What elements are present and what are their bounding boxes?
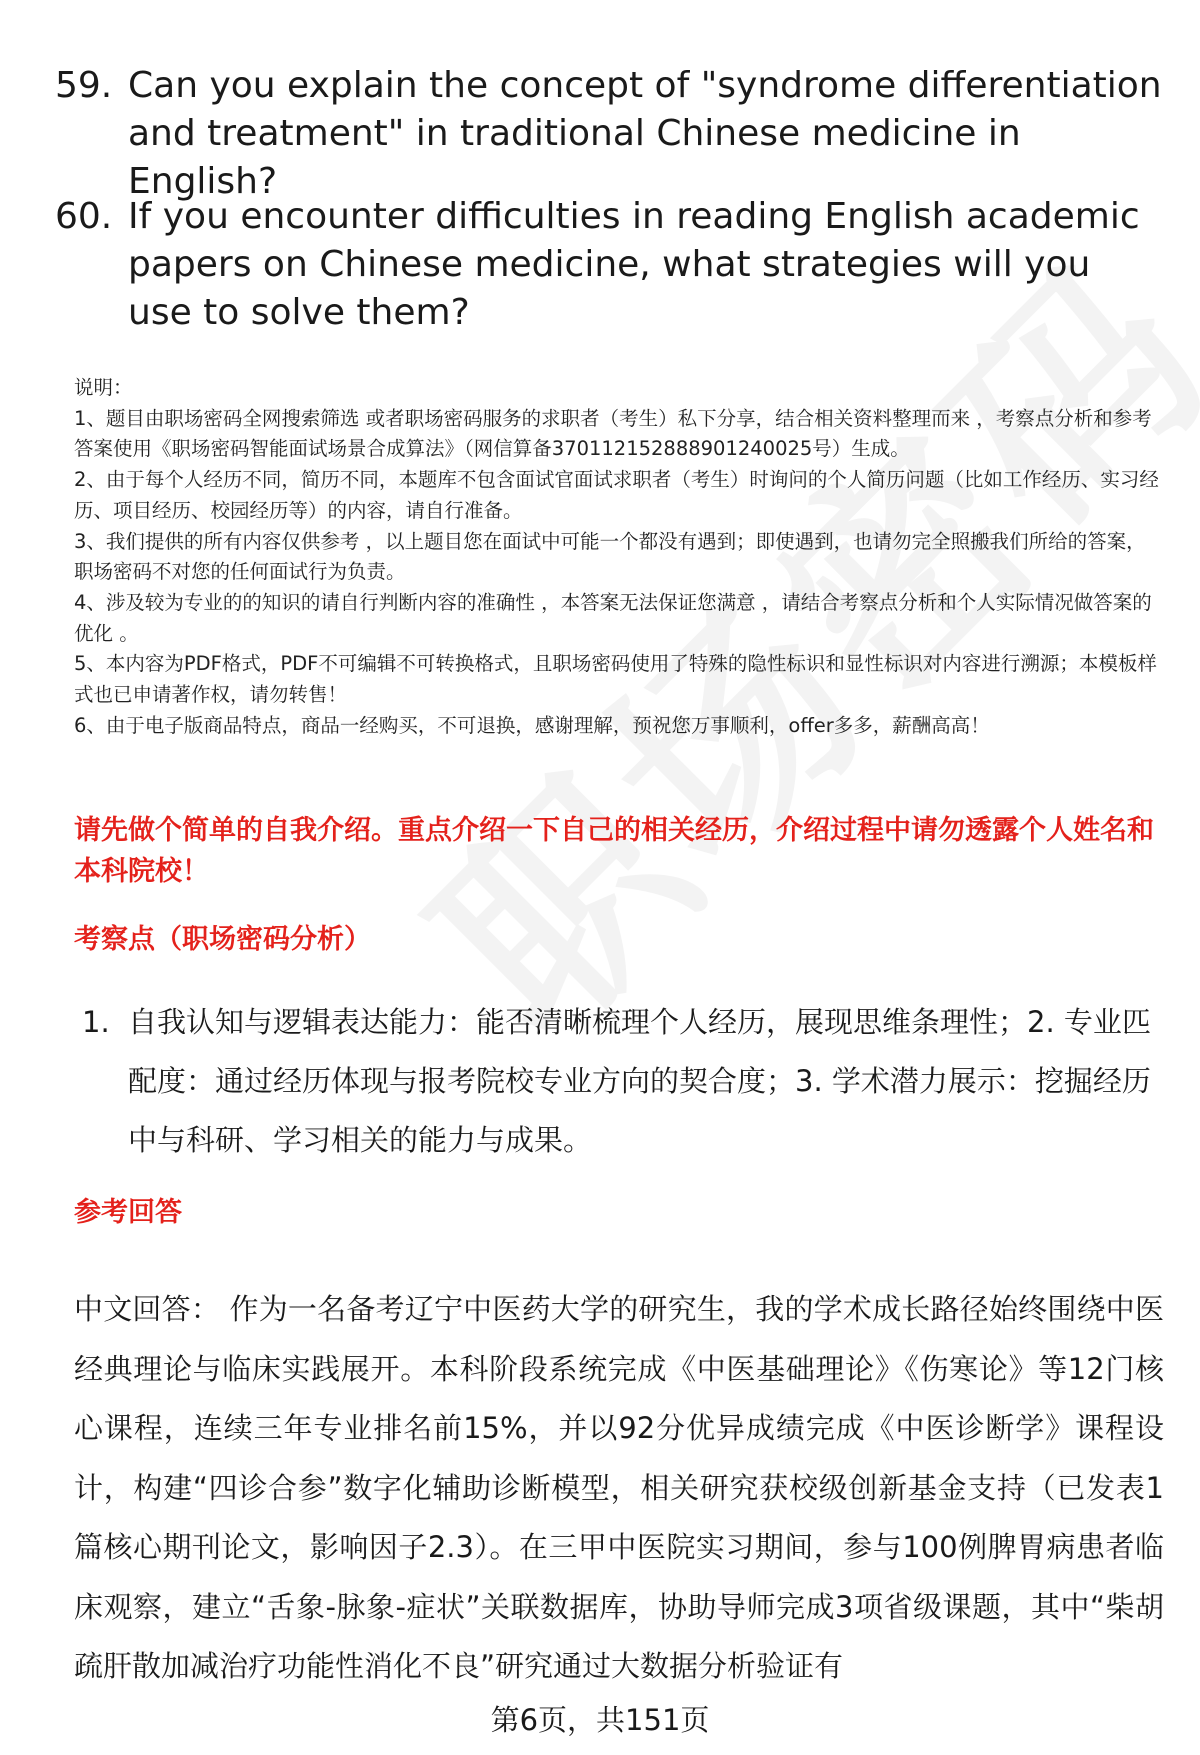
reference-answer-text: 中文回答： 作为一名备考辽宁中医药大学的研究生，我的学术成长路径始终围绕中医经典理论与临床实践展开。本科阶段系统完成《中医基础理论》《伤寒论》等12门核心课程，连续三年专业排名前15%，并以92分优异成绩完成《中医诊断学》课程设计，构建“四诊合参”数字化辅助诊断模型，相关研究获校级创新基金支持（已发表1篇核心期刊论文，影响因子2.3）。在三甲中医院实习期间，参与100例脾胃病患者临床观察，建立“舌象-脉象-症状”关联数据库，协助导师完成3项省级课题，其中“柴胡疏肝散加减治疗功能性消化不良”研究通过大数据分析验证有 (74, 1292, 1164, 1683)
notes-item: 6、由于电子版商品特点，商品一经购买，不可退换，感谢理解，预祝您万事顺利，offer多多，薪酬高高！ (74, 713, 990, 737)
notes-item: 3、我们提供的所有内容仅供参考 ，以上题目您在面试中可能一个都没有遇到；即使遇到，也请勿完全照搬我们所给的答案，职场密码不对您的任何面试行为负责。 (74, 529, 1146, 584)
notes-title: 说明： (74, 376, 133, 399)
interview-question: 请先做个简单的自我介绍。重点介绍一下自己的相关经历，介绍过程中请勿透露个人姓名和本科院校！ (74, 815, 1154, 887)
question-number: 59. (55, 65, 113, 106)
question-number: 60. (55, 196, 113, 237)
notes-item: 4、涉及较为专业的的知识的请自行判断内容的准确性 ，本答案无法保证您满意 ，请结合考察点分析和个人实际情况做答案的优化 。 (74, 590, 1152, 645)
disclaimer-notes (74, 373, 1164, 741)
notes-item: 5、本内容为PDF格式，PDF不可编辑不可转换格式，且职场密码使用了特殊的隐性标识和显性标识对内容进行溯源；本模板样式也已申请著作权，请勿转售！ (74, 652, 1157, 707)
notes-item: 1、题目由职场密码全网搜索筛选 或者职场密码服务的求职者（考生）私下分享，结合相关资料整理而来 ，考察点分析和参考答案使用《职场密码智能面试场景合成算法》（网信算备370112152888901240025号）生成。 (74, 406, 1152, 461)
point-number: 1. (82, 1005, 110, 1039)
question-text: Can you explain the concept of "syndrome differentiation and treatment" in traditional Chinese medicine in English? (128, 65, 1162, 202)
reference-answer-heading: 参考回答 (74, 1197, 182, 1228)
assessment-heading: 考察点（职场密码分析） (74, 924, 371, 955)
question-text: If you encounter difficulties in reading English academic papers on Chinese medicine, what strategies will you use to solve them? (128, 196, 1140, 333)
page-footer: 第6页，共151页 (490, 1703, 710, 1737)
notes-item: 2、由于每个人经历不同，简历不同，本题库不包含面试官面试求职者（考生）时询问的个人简历问题（比如工作经历、实习经历、项目经历、校园经历等）的内容，请自行准备。 (74, 468, 1159, 522)
assessment-point (82, 993, 1162, 1170)
question-59 (55, 62, 1165, 206)
point-text: 自我认知与逻辑表达能力：能否清晰梳理个人经历，展现思维条理性；2. 专业匹配度：通过经历体现与报考院校专业方向的契合度；3. 学术潜力展示：挖掘经历中与科研、学习相关的能力与成果。 (128, 1005, 1151, 1157)
question-60 (55, 193, 1165, 337)
